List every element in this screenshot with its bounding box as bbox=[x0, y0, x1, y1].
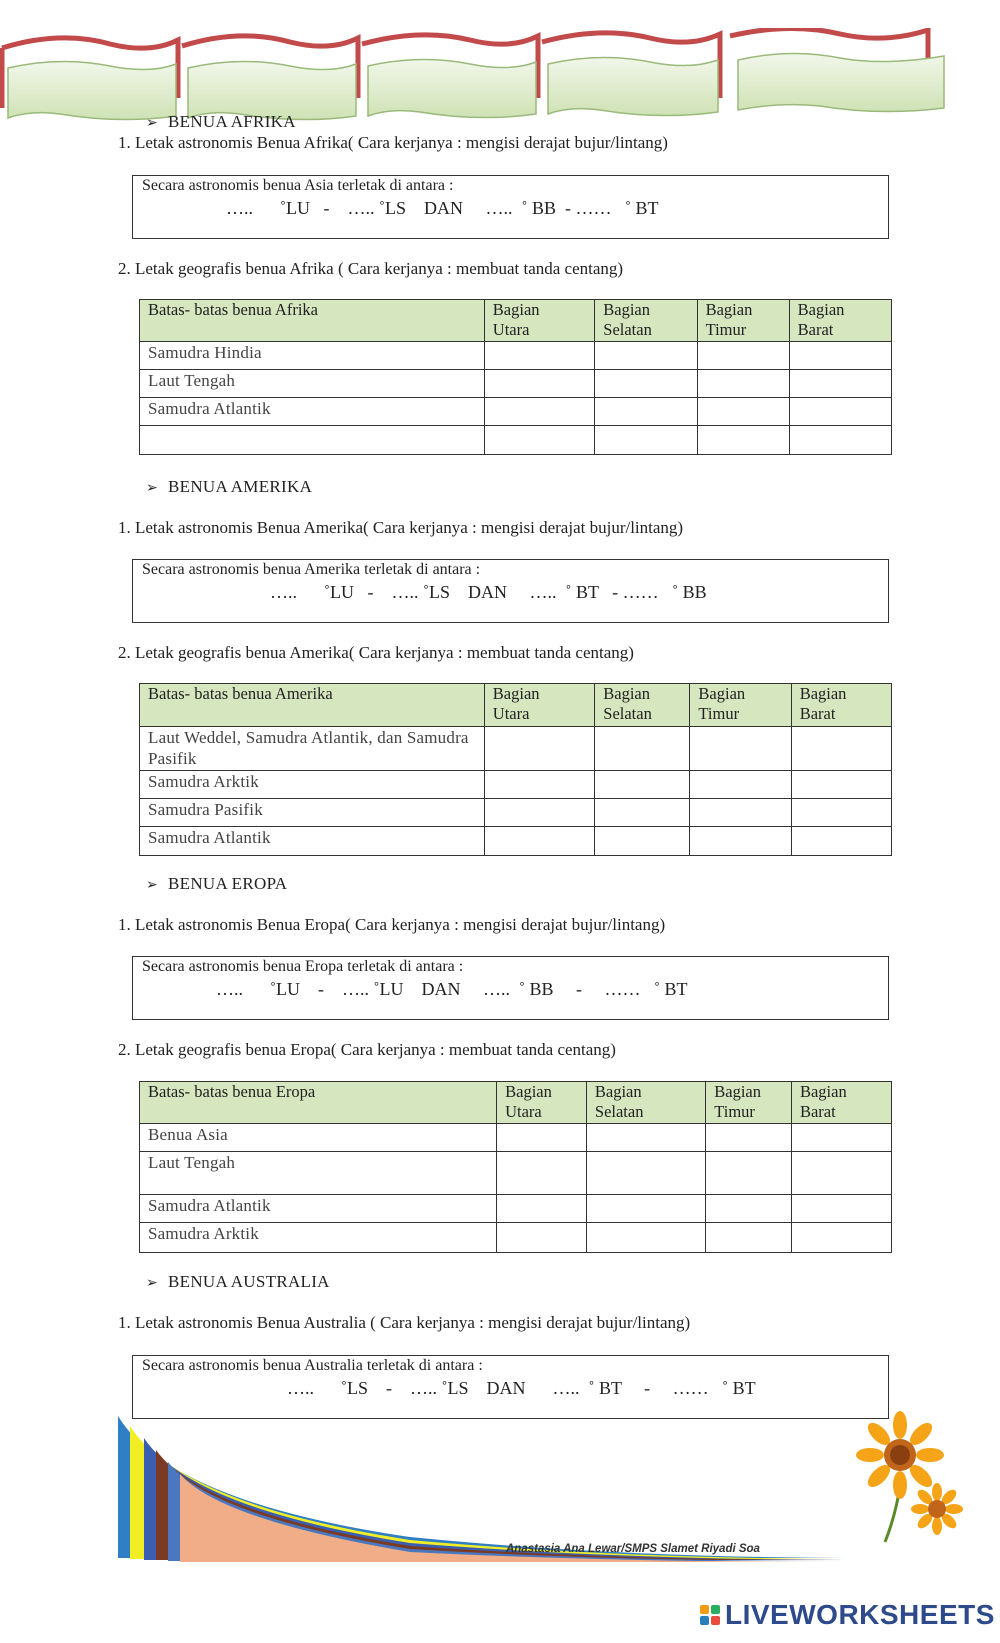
table-row bbox=[140, 370, 892, 398]
astro-fill-line[interactable]: ….. ˚LU - ….. ˚LU DAN ….. ˚ BB - …… ˚ BT bbox=[216, 979, 688, 999]
checkbox-cell[interactable] bbox=[791, 771, 891, 799]
col-timur: Bagian Timur bbox=[690, 684, 791, 727]
table-row bbox=[140, 1223, 892, 1253]
sunflower-icon bbox=[855, 1407, 965, 1547]
table-row bbox=[140, 426, 892, 455]
arrow-bullet-icon: ➢ bbox=[146, 878, 159, 893]
col-timur: Bagian Timur bbox=[697, 300, 789, 342]
checkbox-cell[interactable] bbox=[586, 1124, 705, 1152]
arrow-bullet-icon: ➢ bbox=[146, 481, 159, 496]
checkbox-cell[interactable] bbox=[595, 426, 697, 455]
liveworksheets-logo[interactable] bbox=[700, 1597, 995, 1633]
table-header-label: Batas- batas benua Eropa bbox=[140, 1082, 497, 1124]
table-row bbox=[140, 1124, 892, 1152]
question-astronomis-australia: 1. Letak astronomis Benua Australia ( Cara kerjanya : mengisi derajat bujur/lintang) bbox=[118, 1313, 691, 1332]
table-row bbox=[140, 799, 892, 827]
col-utara: Bagian Utara bbox=[484, 684, 594, 727]
table-row bbox=[140, 1195, 892, 1223]
checkbox-cell[interactable] bbox=[697, 342, 789, 370]
checkbox-cell[interactable] bbox=[595, 398, 697, 426]
row-label bbox=[140, 426, 485, 455]
astro-box-amerika bbox=[132, 559, 889, 623]
checkbox-cell[interactable] bbox=[697, 398, 789, 426]
question-astronomis-eropa: 1. Letak astronomis Benua Eropa( Cara kerjanya : mengisi derajat bujur/lintang) bbox=[118, 915, 666, 934]
astro-intro: Secara astronomis benua Australia terletak di antara : bbox=[142, 1357, 483, 1374]
question-geografis-afrika: 2. Letak geografis benua Afrika ( Cara kerjanya : membuat tanda centang) bbox=[118, 259, 624, 278]
astro-box-australia bbox=[132, 1355, 889, 1419]
checkbox-cell[interactable] bbox=[789, 342, 891, 370]
col-barat: Bagian Barat bbox=[789, 300, 891, 342]
table-eropa bbox=[139, 1081, 892, 1253]
table-amerika bbox=[139, 683, 892, 856]
row-label: Samudra Arktik bbox=[140, 1223, 497, 1253]
astro-box-afrika bbox=[132, 175, 889, 239]
checkbox-cell[interactable] bbox=[595, 827, 690, 856]
question-geografis-eropa: 2. Letak geografis benua Eropa( Cara kerjanya : membuat tanda centang) bbox=[118, 1040, 616, 1059]
col-barat: Bagian Barat bbox=[791, 1082, 891, 1124]
row-label: Laut Tengah bbox=[140, 1152, 497, 1195]
astro-intro: Secara astronomis benua Asia terletak di antara : bbox=[142, 177, 454, 194]
checkbox-cell[interactable] bbox=[484, 426, 594, 455]
table-row bbox=[140, 727, 892, 771]
table-row bbox=[140, 771, 892, 799]
checkbox-cell[interactable] bbox=[690, 727, 791, 771]
astro-fill-line[interactable]: ….. ˚LU - ….. ˚LS DAN ….. ˚ BT - …… ˚ BB bbox=[270, 582, 707, 602]
checkbox-cell[interactable] bbox=[586, 1223, 705, 1253]
checkbox-cell[interactable] bbox=[484, 771, 594, 799]
checkbox-cell[interactable] bbox=[791, 1223, 891, 1253]
row-label: Laut Tengah bbox=[140, 370, 485, 398]
checkbox-cell[interactable] bbox=[484, 727, 594, 771]
footer-wave-decoration bbox=[110, 1412, 850, 1562]
row-label: Samudra Atlantik bbox=[140, 1195, 497, 1223]
col-utara: Bagian Utara bbox=[484, 300, 594, 342]
checkbox-cell[interactable] bbox=[497, 1223, 587, 1253]
table-afrika bbox=[139, 299, 892, 455]
astro-fill-line[interactable]: ….. ˚LS - ….. ˚LS DAN ….. ˚ BT - …… ˚ BT bbox=[287, 1378, 756, 1398]
question-geografis-amerika: 2. Letak geografis benua Amerika( Cara kerjanya : membuat tanda centang) bbox=[118, 643, 634, 662]
checkbox-cell[interactable] bbox=[595, 727, 690, 771]
question-astronomis-afrika: 1. Letak astronomis Benua Afrika( Cara kerjanya : mengisi derajat bujur/lintang) bbox=[118, 133, 668, 152]
checkbox-cell[interactable] bbox=[586, 1152, 705, 1195]
author-credit: Anastasia Ana Lewar/SMPS Slamet Riyadi Soa bbox=[506, 1543, 760, 1555]
row-label: Samudra Hindia bbox=[140, 342, 485, 370]
checkbox-cell[interactable] bbox=[595, 799, 690, 827]
checkbox-cell[interactable] bbox=[791, 727, 891, 771]
astro-intro: Secara astronomis benua Amerika terletak di antara : bbox=[142, 561, 481, 578]
row-label: Laut Weddel, Samudra Atlantik, dan Samudra Pasifik bbox=[140, 727, 485, 771]
checkbox-cell[interactable] bbox=[497, 1195, 587, 1223]
checkbox-cell[interactable] bbox=[595, 771, 690, 799]
table-row bbox=[140, 398, 892, 426]
row-label: Benua Asia bbox=[140, 1124, 497, 1152]
section-heading-eropa: ➢ BENUA EROPA bbox=[146, 874, 288, 893]
row-label: Samudra Arktik bbox=[140, 771, 485, 799]
astro-intro: Secara astronomis benua Eropa terletak di antara : bbox=[142, 958, 464, 975]
col-timur: Bagian Timur bbox=[706, 1082, 792, 1124]
section-heading-afrika: ➢ BENUA AFRIKA bbox=[146, 112, 296, 131]
liveworksheets-icon bbox=[700, 1605, 720, 1625]
astro-box-eropa bbox=[132, 956, 889, 1020]
col-selatan: Bagian Selatan bbox=[595, 684, 690, 727]
checkbox-cell[interactable] bbox=[706, 1124, 792, 1152]
checkbox-cell[interactable] bbox=[697, 370, 789, 398]
checkbox-cell[interactable] bbox=[497, 1152, 587, 1195]
checkbox-cell[interactable] bbox=[791, 1124, 891, 1152]
section-heading-amerika: ➢ BENUA AMERIKA bbox=[146, 477, 313, 496]
table-row bbox=[140, 1152, 892, 1195]
checkbox-cell[interactable] bbox=[706, 1152, 792, 1195]
section-heading-australia: ➢ BENUA AUSTRALIA bbox=[146, 1272, 330, 1291]
table-row bbox=[140, 827, 892, 856]
checkbox-cell[interactable] bbox=[791, 799, 891, 827]
table-row bbox=[140, 342, 892, 370]
col-utara: Bagian Utara bbox=[497, 1082, 587, 1124]
checkbox-cell[interactable] bbox=[789, 398, 891, 426]
checkbox-cell[interactable] bbox=[497, 1124, 587, 1152]
checkbox-cell[interactable] bbox=[791, 1195, 891, 1223]
checkbox-cell[interactable] bbox=[484, 827, 594, 856]
checkbox-cell[interactable] bbox=[586, 1195, 705, 1223]
checkbox-cell[interactable] bbox=[791, 827, 891, 856]
row-label: Samudra Pasifik bbox=[140, 799, 485, 827]
checkbox-cell[interactable] bbox=[697, 426, 789, 455]
checkbox-cell[interactable] bbox=[484, 398, 594, 426]
question-astronomis-amerika: 1. Letak astronomis Benua Amerika( Cara kerjanya : mengisi derajat bujur/lintang) bbox=[118, 518, 684, 537]
col-selatan: Bagian Selatan bbox=[586, 1082, 705, 1124]
astro-fill-line[interactable]: ….. ˚LU - ….. ˚LS DAN ….. ˚ BB - …… ˚ BT bbox=[226, 198, 659, 218]
checkbox-cell[interactable] bbox=[690, 799, 791, 827]
checkbox-cell[interactable] bbox=[789, 426, 891, 455]
col-barat: Bagian Barat bbox=[791, 684, 891, 727]
col-selatan: Bagian Selatan bbox=[595, 300, 697, 342]
checkbox-cell[interactable] bbox=[706, 1223, 792, 1253]
arrow-bullet-icon: ➢ bbox=[146, 1276, 159, 1291]
checkbox-cell[interactable] bbox=[706, 1195, 792, 1223]
checkbox-cell[interactable] bbox=[595, 370, 697, 398]
checkbox-cell[interactable] bbox=[690, 771, 791, 799]
brand-text: LIVEWORKSHEETS bbox=[725, 1599, 995, 1630]
checkbox-cell[interactable] bbox=[789, 370, 891, 398]
checkbox-cell[interactable] bbox=[484, 370, 594, 398]
checkbox-cell[interactable] bbox=[690, 827, 791, 856]
row-label: Samudra Atlantik bbox=[140, 398, 485, 426]
table-header-label: Batas- batas benua Amerika bbox=[140, 684, 485, 727]
checkbox-cell[interactable] bbox=[484, 799, 594, 827]
checkbox-cell[interactable] bbox=[595, 342, 697, 370]
table-header-label: Batas- batas benua Afrika bbox=[140, 300, 485, 342]
checkbox-cell[interactable] bbox=[791, 1152, 891, 1195]
checkbox-cell[interactable] bbox=[484, 342, 594, 370]
row-label: Samudra Atlantik bbox=[140, 827, 485, 856]
arrow-bullet-icon: ➢ bbox=[146, 116, 159, 131]
